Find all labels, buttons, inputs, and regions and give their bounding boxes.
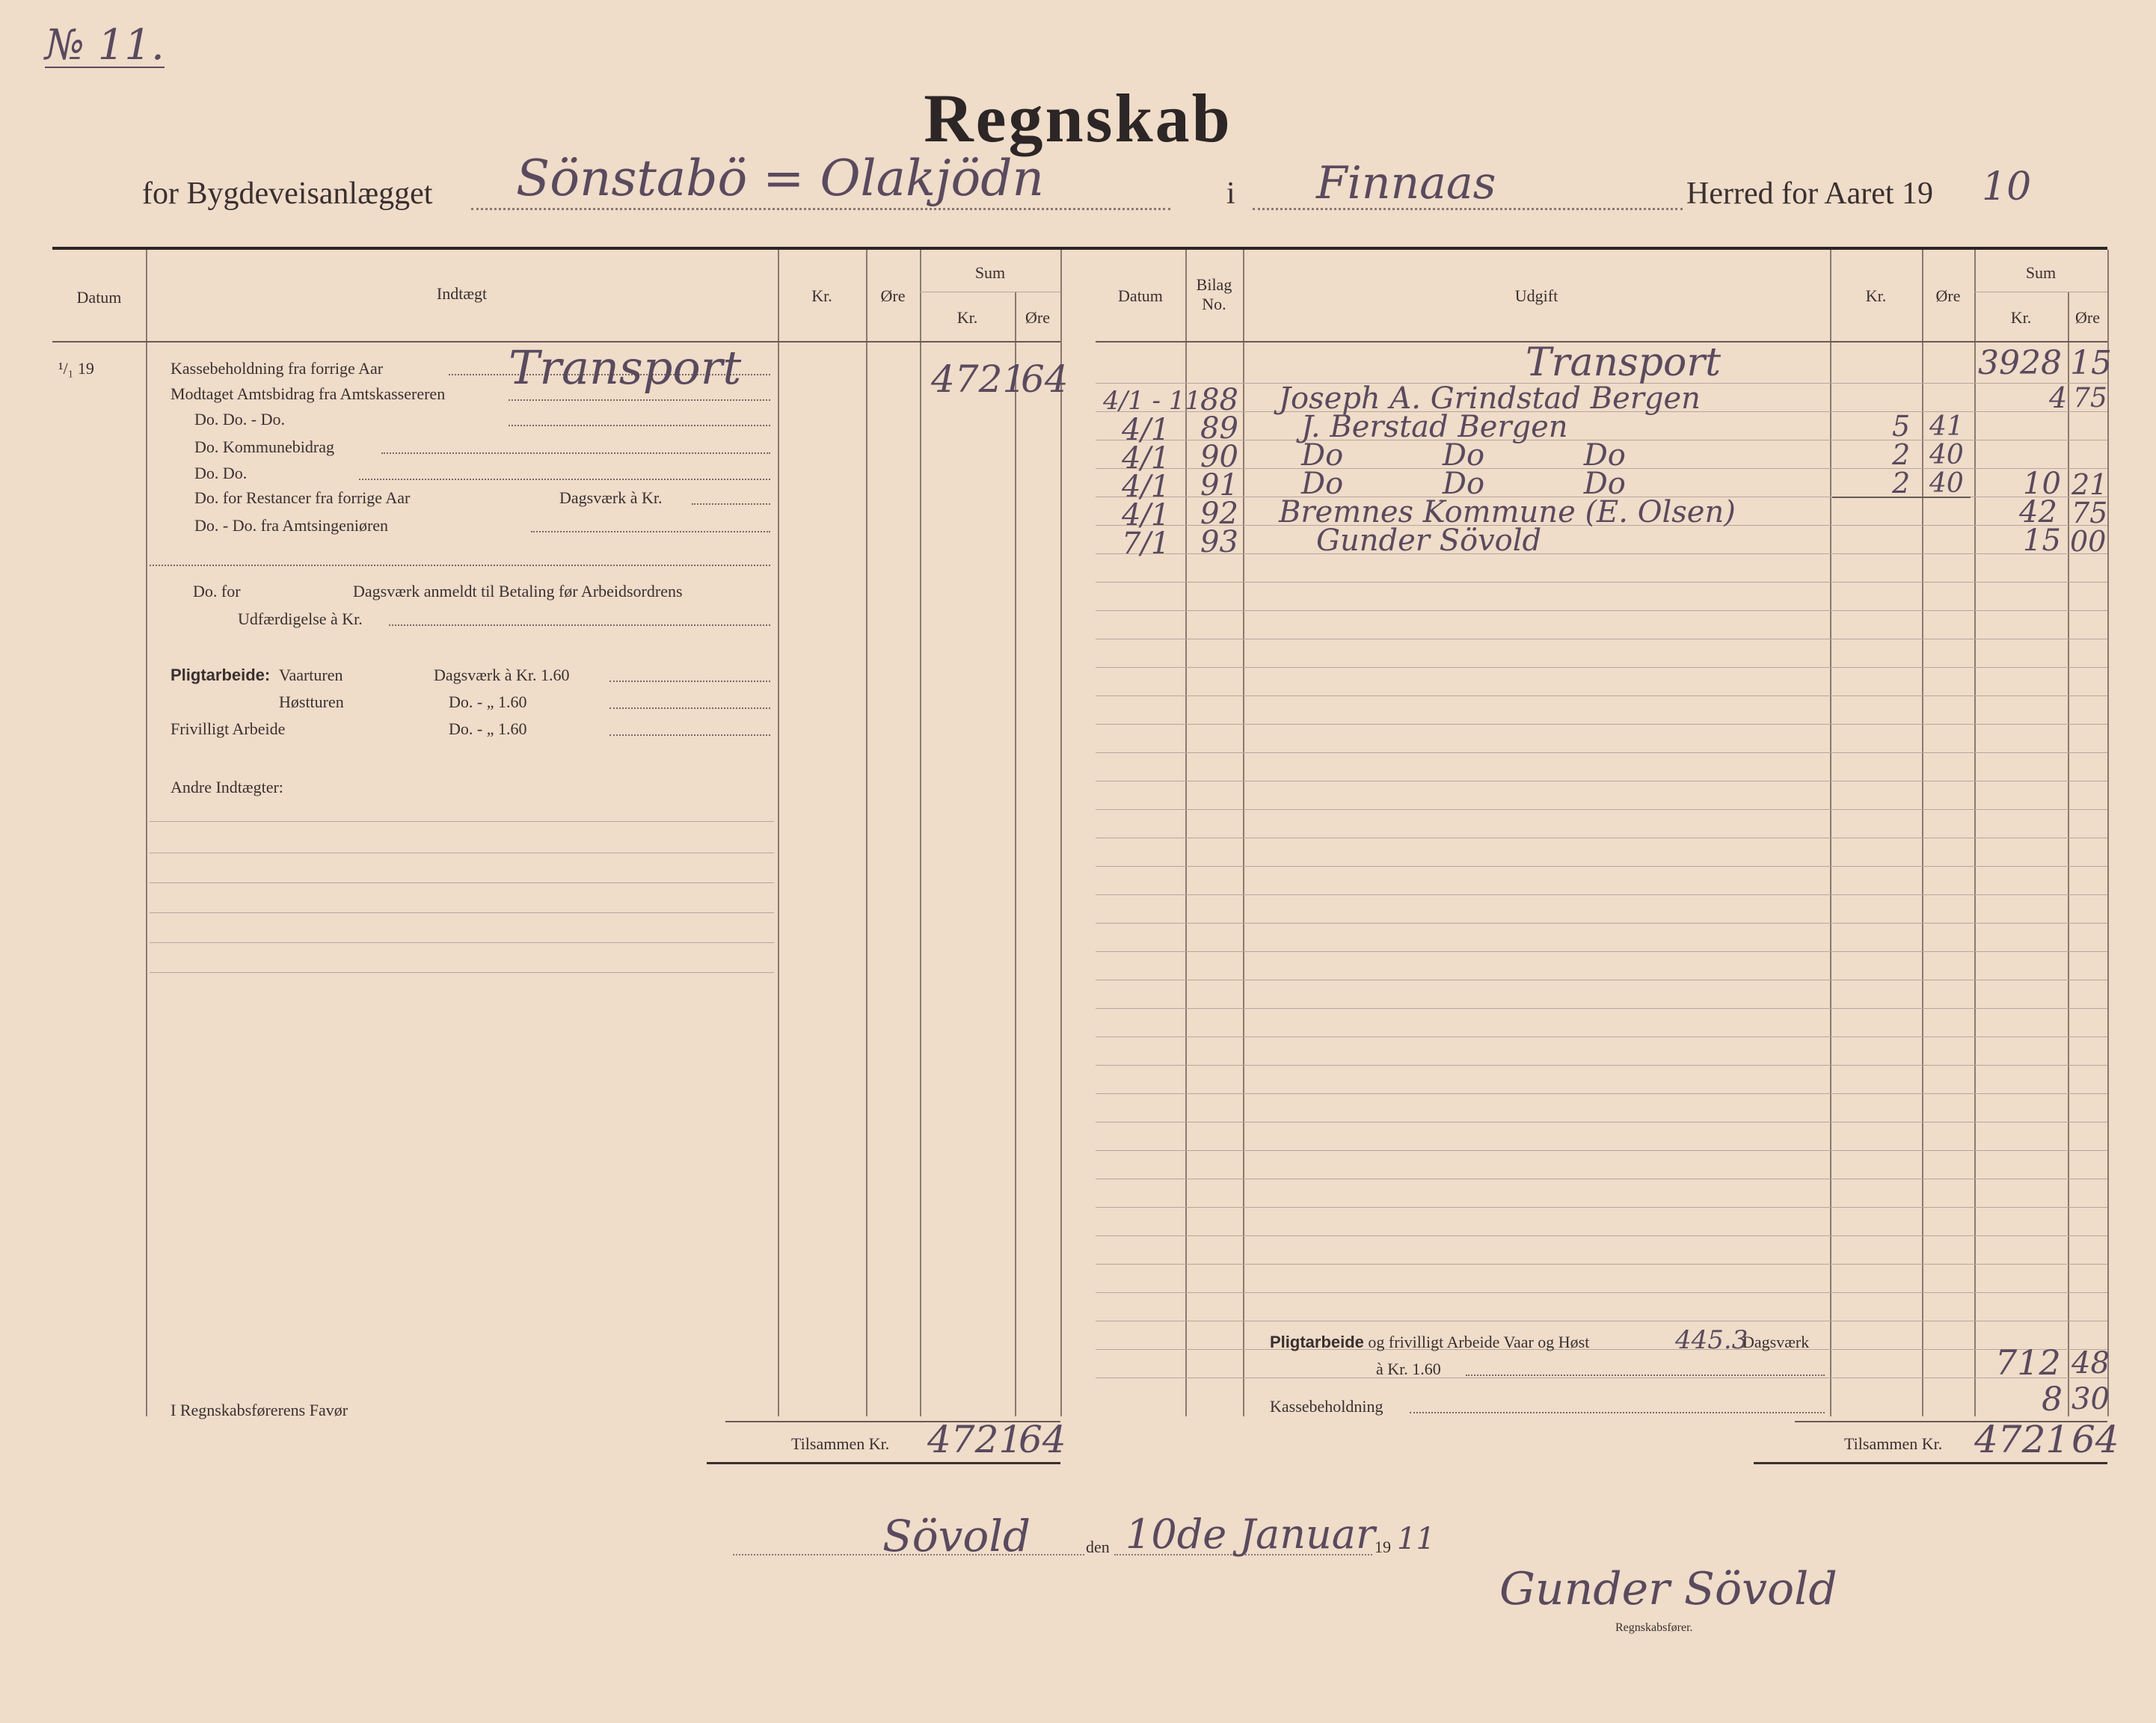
- expense-plig-days: 445.3: [1675, 1325, 1748, 1355]
- expense-col-line: [1922, 250, 1923, 1416]
- district-name: Finnaas: [1316, 157, 1496, 209]
- footer-place: Sövold: [882, 1511, 1031, 1561]
- expense-plig-ore: 48: [2071, 1346, 2110, 1380]
- year-suffix: 10: [1982, 165, 2032, 209]
- expense-header-kr: Kr.: [1865, 286, 1887, 305]
- income-total-rule: [707, 1462, 1060, 1464]
- project-name: Sönstabö = Olakjödn: [516, 150, 1044, 207]
- dotted-leader: [1410, 1412, 1825, 1413]
- expense-total-ore: 64: [2071, 1418, 2119, 1461]
- expense-col-line: [2107, 250, 2109, 1416]
- for-label: for Bygdeveisanlægget: [142, 176, 433, 211]
- document-number: № 11.: [45, 21, 165, 70]
- do-for-label: Do. for: [193, 582, 241, 601]
- ledger-line: [1096, 695, 2107, 696]
- expense-row-ore: 40: [1929, 468, 1964, 499]
- dagsvaerk-160: Dagsværk à Kr. 1.60: [434, 666, 570, 684]
- ledger-line: [1096, 1292, 2107, 1293]
- expense-row-datum: 4/1 - 11: [1103, 386, 1202, 416]
- ledger-line: [1096, 667, 2107, 668]
- expense-row-bilag: 90: [1200, 440, 1238, 474]
- expense-header-udgift: Udgift: [1514, 286, 1558, 305]
- expense-row-sum-kr: 10: [2023, 467, 2061, 501]
- i-label: i: [1226, 176, 1235, 211]
- expense-plig-kr: 712: [1995, 1342, 2061, 1383]
- dotted-leader: [509, 399, 770, 401]
- expense-header-sum: Sum: [2025, 263, 2057, 282]
- blank-line: [150, 912, 774, 913]
- expense-kasse-ore: 30: [2071, 1382, 2110, 1416]
- ledger-line: [1096, 724, 2107, 725]
- income-line: Do. Do. - Do.: [194, 410, 285, 429]
- andre-label: Andre Indtægter:: [171, 778, 283, 796]
- expense-header-sum-ore: Øre: [2075, 308, 2100, 327]
- expense-row-text: Do Do Do: [1301, 438, 1626, 473]
- expense-kasse-label: Kassebeholdning: [1270, 1397, 1383, 1416]
- expense-header-no: No.: [1202, 295, 1226, 313]
- ledger-line: [1096, 610, 2107, 611]
- footer-date: 10de Januar: [1125, 1511, 1375, 1558]
- do-160: Do. - „ 1.60: [449, 692, 527, 711]
- expense-row-sum-ore: 75: [2073, 383, 2107, 414]
- expense-row-sum-ore: 75: [2071, 497, 2108, 529]
- blank-line: [150, 821, 774, 822]
- expense-col-line: [1830, 250, 1831, 1416]
- expense-row-ore: 40: [1929, 440, 1964, 470]
- income-line: Do. - Do. fra Amtsingeniøren: [194, 516, 389, 535]
- expense-plig-line: [1270, 1333, 1589, 1352]
- ledger-line: [1096, 1036, 2107, 1037]
- expense-col-line: [2068, 292, 2069, 1416]
- expense-row-sum-kr: 42: [2019, 495, 2057, 529]
- ledger-line: [1096, 1150, 2107, 1151]
- expense-row-text: Bremnes Kommune (E. Olsen): [1279, 495, 1736, 529]
- expense-row-ore: 41: [1929, 411, 1964, 442]
- expense-header-ore: Øre: [1935, 286, 1961, 305]
- expense-row-bilag: 92: [1200, 497, 1238, 531]
- income-header-sum-kr: Kr.: [956, 308, 978, 327]
- ledger-line: [1096, 894, 2107, 895]
- dotted-leader: [692, 503, 770, 505]
- income-header-sum: Sum: [974, 263, 1006, 282]
- expense-row-kr: 2: [1892, 467, 1911, 500]
- ledger-line: [1096, 1065, 2107, 1066]
- income-header-indtaegt: Indtægt: [436, 284, 488, 303]
- income-header-sum-ore: Øre: [1025, 308, 1050, 327]
- hoestturen-label: Høstturen: [279, 692, 344, 711]
- expense-row-bilag: 91: [1200, 468, 1238, 503]
- frivilligt-label: Frivilligt Arbeide: [171, 719, 286, 738]
- income-col-line: [920, 250, 921, 1416]
- expense-tilsammen: Tilsammen Kr.: [1844, 1434, 1943, 1453]
- dagsvaerk-label: Dagsværk à Kr.: [559, 488, 663, 507]
- income-transport-ore: 64: [1021, 357, 1069, 401]
- expense-total-rule: [1754, 1462, 2107, 1464]
- ledger-line: [1096, 1008, 2107, 1009]
- income-line: Do. Do.: [194, 464, 248, 482]
- ledger-line: [1096, 923, 2107, 924]
- income-col-line: [1060, 250, 1062, 1416]
- dotted-leader: [609, 707, 770, 709]
- dotted-leader: [609, 734, 770, 736]
- do-160: Do. - „ 1.60: [449, 719, 527, 738]
- footer-year-suffix: 11: [1397, 1522, 1435, 1556]
- expense-row-text: J. Berstad Bergen: [1301, 410, 1568, 444]
- expense-row-bilag: 93: [1200, 525, 1238, 559]
- income-col-line: [866, 250, 867, 1416]
- expense-header-sum-kr: Kr.: [2010, 308, 2032, 327]
- dotted-leader: [609, 681, 770, 682]
- footer-role: Regnskabsfører.: [1615, 1621, 1693, 1634]
- dotted-leader: [1466, 1375, 1825, 1376]
- dotted-leader: [381, 452, 770, 454]
- expense-col-line: [1974, 250, 1976, 1416]
- subtotal-rule: [1832, 497, 1971, 498]
- expense-header-bilag: Bilag: [1196, 275, 1232, 294]
- income-header-kr: Kr.: [811, 286, 832, 305]
- dotted-leader: [531, 531, 770, 532]
- expense-transport-kr: 3928: [1978, 344, 2062, 382]
- footer-signature: Gunder Sövold: [1499, 1563, 1837, 1615]
- ledger-line: [1096, 1207, 2107, 1208]
- expense-row-datum: 4/1: [1122, 413, 1170, 447]
- document-title: Regnskab: [924, 80, 1232, 156]
- blank-line: [150, 942, 774, 943]
- income-col-line: [1015, 292, 1016, 1416]
- income-total-ore: 64: [1019, 1418, 1066, 1461]
- expense-row-text: Gunder Sövold: [1316, 523, 1542, 558]
- footer-year-prefix: 19: [1375, 1538, 1391, 1556]
- expense-row-sum-ore: 00: [2070, 525, 2107, 558]
- ledger-line: [1096, 866, 2107, 867]
- herred-label: Herred for Aaret 19: [1686, 176, 1934, 211]
- expense-col-line: [1243, 250, 1244, 1416]
- expense-plig-text: og frivilligt Arbeide Vaar og Høst: [1368, 1333, 1590, 1351]
- ledger-line: [1096, 1349, 2107, 1350]
- income-total-kr: 4721: [927, 1418, 1023, 1461]
- income-header-datum: Datum: [76, 288, 122, 307]
- expense-row-bilag: 89: [1200, 411, 1238, 446]
- expense-row-sum-kr: 15: [2023, 523, 2061, 558]
- ledger-line: [1096, 553, 2107, 554]
- expense-plig-rate: à Kr. 1.60: [1376, 1360, 1441, 1378]
- udfaerdigelse-label: Udfærdigelse à Kr.: [238, 609, 363, 628]
- income-line: Kassebeholdning fra forrige Aar: [171, 359, 384, 378]
- favor-label: I Regnskabsførerens Favør: [171, 1401, 348, 1419]
- expense-transport: Transport: [1526, 340, 1722, 385]
- expense-plig-label: Pligtarbeide: [1270, 1333, 1364, 1351]
- footer-den: den: [1086, 1538, 1110, 1556]
- ledger-line: [1096, 809, 2107, 810]
- expense-row-datum: 4/1: [1122, 498, 1170, 532]
- income-line: Do. Kommunebidrag: [194, 437, 334, 456]
- expense-row-datum: 4/1: [1122, 441, 1170, 476]
- section-divider: [150, 565, 770, 566]
- expense-col-line: [1185, 250, 1187, 1416]
- expense-kasse-kr: 8: [2042, 1380, 2063, 1419]
- blank-line: [150, 882, 774, 883]
- top-rule: [52, 247, 2107, 250]
- blank-line: [150, 972, 774, 973]
- income-col-line: [146, 250, 147, 1416]
- expense-total-kr: 4721: [1974, 1418, 2070, 1461]
- income-header-ore: Øre: [880, 286, 906, 305]
- ledger-line: [1096, 951, 2107, 952]
- ledger-line: [1096, 1235, 2107, 1236]
- do-for-text: Dagsværk anmeldt til Betaling før Arbeidsordrens: [353, 582, 683, 601]
- expense-row-datum: 4/1: [1122, 470, 1170, 504]
- income-line: Do. for Restancer fra forrige Aar: [194, 488, 411, 507]
- plig-label: Pligtarbeide:: [171, 666, 271, 684]
- expense-row-text: Joseph A. Grindstad Bergen: [1279, 381, 1701, 416]
- expense-row-kr: 5: [1892, 410, 1911, 443]
- expense-row-text: Do Do Do: [1301, 467, 1626, 501]
- dotted-leader: [359, 479, 770, 480]
- ledger-line: [1096, 1264, 2107, 1265]
- expense-row-bilag: 88: [1200, 383, 1238, 417]
- income-date: ¹/₁ 19: [58, 359, 94, 378]
- expense-header-datum: Datum: [1118, 286, 1163, 305]
- income-transport: Transport: [509, 340, 742, 395]
- expense-plig-dagsvaerk: Dagsværk: [1742, 1333, 1810, 1351]
- income-col-line: [778, 250, 779, 1416]
- ledger-line: [1096, 582, 2107, 583]
- expense-row-kr: 2: [1892, 438, 1911, 471]
- income-transport-kr: 4721: [931, 357, 1027, 401]
- expense-row-datum: 7/1: [1122, 526, 1170, 561]
- ledger-line: [1096, 752, 2107, 753]
- income-tilsammen: Tilsammen Kr.: [791, 1434, 890, 1453]
- expense-row-sum-kr: 4: [2049, 381, 2068, 414]
- vaarturen-label: Vaarturen: [279, 666, 343, 684]
- dotted-leader: [509, 425, 770, 426]
- expense-row-sum-ore: 21: [2071, 468, 2108, 501]
- dotted-leader: [389, 624, 770, 626]
- ledger-line: [1096, 1093, 2107, 1094]
- income-line: Modtaget Amtsbidrag fra Amtskassereren: [171, 384, 446, 403]
- expense-transport-ore: 15: [2070, 344, 2112, 382]
- project-dotted-line: [471, 208, 1170, 210]
